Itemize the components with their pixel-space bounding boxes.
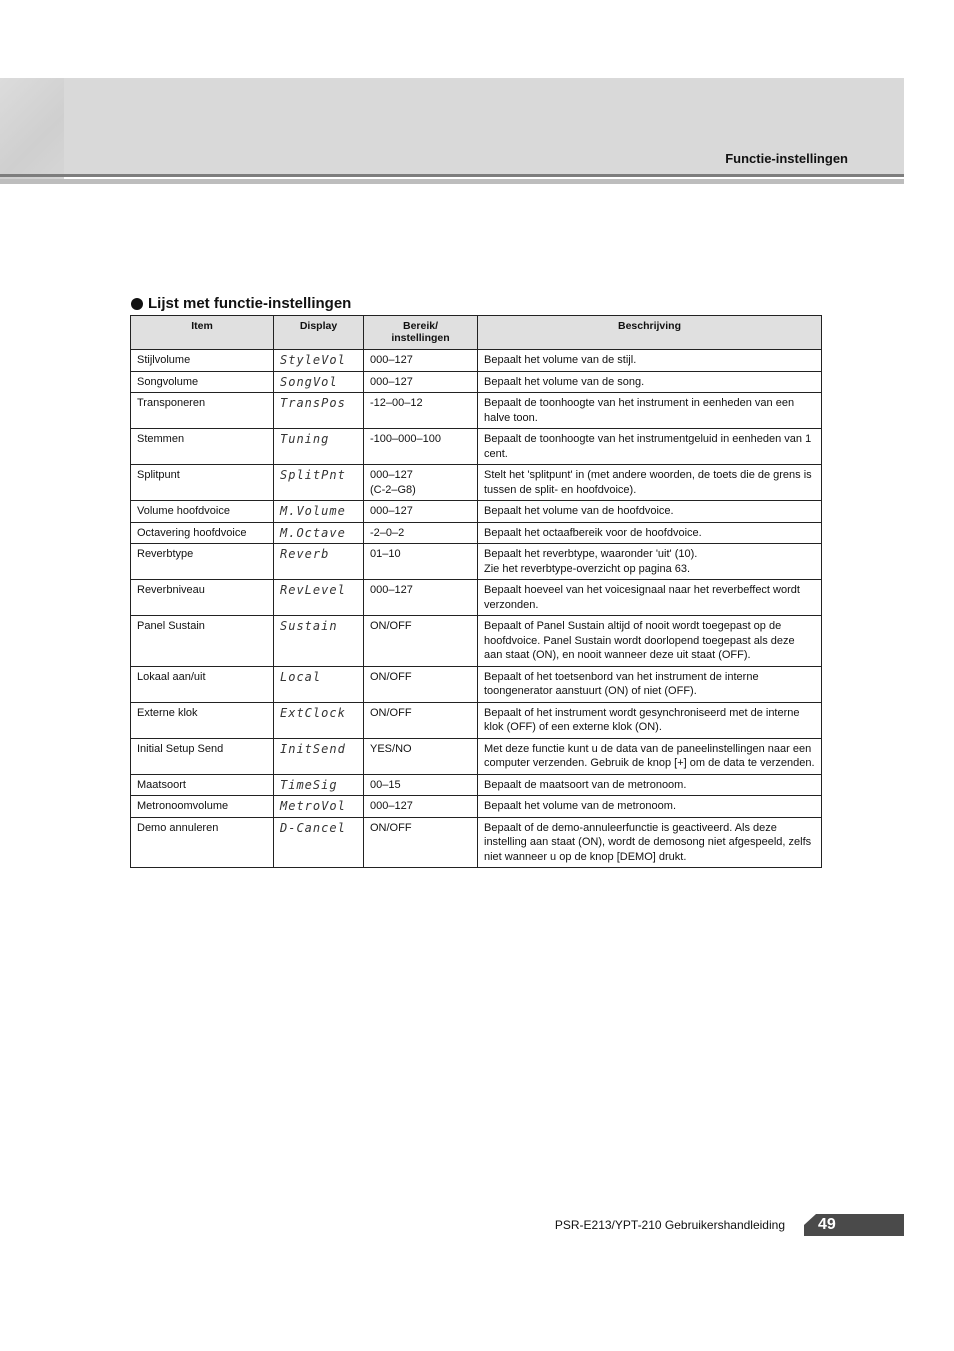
cell-description: Bepaalt het octaafbereik voor de hoofdvoice. <box>478 522 822 544</box>
cell-item: Octavering hoofdvoice <box>131 522 274 544</box>
cell-description: Met deze functie kunt u de data van de paneelinstellingen naar een computer verzenden. Gebruik de knop [+] om de data te verzenden. <box>478 738 822 774</box>
table-header-row <box>131 316 822 350</box>
cell-display: TransPos <box>274 393 364 429</box>
cell-display: Local <box>274 666 364 702</box>
cell-range <box>364 465 478 501</box>
cell-display: ExtClock <box>274 702 364 738</box>
cell-display: MetroVol <box>274 796 364 818</box>
cell-item: Stijlvolume <box>131 350 274 372</box>
cell-range-line2: (C-2–G8) <box>370 483 416 496</box>
cell-item: Reverbniveau <box>131 580 274 616</box>
header-range <box>364 316 478 350</box>
cell-range: ON/OFF <box>364 616 478 667</box>
cell-display: Reverb <box>274 544 364 580</box>
cell-description: Bepaalt of het instrument wordt gesynchroniseerd met de interne klok (OFF) of een externe klok (ON). <box>478 702 822 738</box>
cell-range: 000–127 <box>364 796 478 818</box>
cell-display: InitSend <box>274 738 364 774</box>
cell-description <box>478 544 822 580</box>
cell-display: SplitPnt <box>274 465 364 501</box>
cell-range: ON/OFF <box>364 817 478 868</box>
cell-item: Transponeren <box>131 393 274 429</box>
cell-description: Bepaalt hoeveel van het voicesignaal naar het reverbeffect wordt verzonden. <box>478 580 822 616</box>
cell-description-line1: Bepaalt het reverbtype, waaronder 'uit' (10). <box>484 548 698 560</box>
cell-range: -2–0–2 <box>364 522 478 544</box>
page-number: 49 <box>818 1216 836 1233</box>
table-row <box>131 580 822 616</box>
header-band <box>0 78 904 174</box>
cell-range: 00–15 <box>364 774 478 796</box>
table-row <box>131 522 822 544</box>
running-header-title: Functie-instellingen <box>725 151 848 166</box>
table-row <box>131 666 822 702</box>
cell-range: YES/NO <box>364 738 478 774</box>
table-row <box>131 796 822 818</box>
cell-display: TimeSig <box>274 774 364 796</box>
cell-item: Lokaal aan/uit <box>131 666 274 702</box>
cell-item: Initial Setup Send <box>131 738 274 774</box>
table-row <box>131 393 822 429</box>
table-row <box>131 817 822 868</box>
header-range-line1: Bereik/ <box>402 320 439 332</box>
cell-range: 000–127 <box>364 501 478 523</box>
cell-display: D-Cancel <box>274 817 364 868</box>
cell-display: SongVol <box>274 371 364 393</box>
header-item: Item <box>131 316 274 350</box>
table-row <box>131 501 822 523</box>
cell-description: Bepaalt het volume van de stijl. <box>478 350 822 372</box>
cell-item: Stemmen <box>131 429 274 465</box>
cell-item: Panel Sustain <box>131 616 274 667</box>
cell-range: ON/OFF <box>364 666 478 702</box>
cell-range: -12–00–12 <box>364 393 478 429</box>
section-title-text: Lijst met functie-instellingen <box>148 295 352 312</box>
section-heading <box>131 295 351 312</box>
cell-description: Bepaalt of de demo-annuleerfunctie is geactiveerd. Als deze instelling aan staat (ON), wordt de demosong niet afgespeeld, zelfs niet wanneer u op de knop [DEMO] drukt. <box>478 817 822 868</box>
cell-item: Songvolume <box>131 371 274 393</box>
cell-description: Bepaalt of Panel Sustain altijd of nooit wordt toegepast op de hoofdvoice. Panel Sustain wordt doorlopend toegepast als deze aan staat (ON), en nooit wanneer deze uit staat (OFF). <box>478 616 822 667</box>
cell-description-line2: Zie het reverbtype-overzicht op pagina 63. <box>484 562 691 575</box>
cell-item: Volume hoofdvoice <box>131 501 274 523</box>
cell-description: Bepaalt of het toetsenbord van het instrument de interne toongenerator aanstuurt (ON) of niet (OFF). <box>478 666 822 702</box>
function-settings-table <box>130 315 822 868</box>
cell-display: M.Volume <box>274 501 364 523</box>
cell-item: Demo annuleren <box>131 817 274 868</box>
cell-description: Bepaalt de toonhoogte van het instrumentgeluid in eenheden van 1 cent. <box>478 429 822 465</box>
table-row <box>131 616 822 667</box>
cell-display: Sustain <box>274 616 364 667</box>
cell-display: RevLevel <box>274 580 364 616</box>
header-rule-dark <box>0 174 904 177</box>
footer-manual-title: PSR-E213/YPT-210 Gebruikershandleiding <box>554 1218 785 1232</box>
header-left-tab <box>0 78 64 182</box>
cell-description: Bepaalt de maatsoort van de metronoom. <box>478 774 822 796</box>
table-row <box>131 774 822 796</box>
table-row <box>131 429 822 465</box>
cell-description: Bepaalt de toonhoogte van het instrument in eenheden van een halve toon. <box>478 393 822 429</box>
header-description: Beschrijving <box>478 316 822 350</box>
table-row <box>131 371 822 393</box>
cell-item: Metronoomvolume <box>131 796 274 818</box>
cell-display: M.Octave <box>274 522 364 544</box>
header-display: Display <box>274 316 364 350</box>
cell-range: 000–127 <box>364 371 478 393</box>
cell-item: Externe klok <box>131 702 274 738</box>
cell-display: StyleVol <box>274 350 364 372</box>
cell-description: Bepaalt het volume van de hoofdvoice. <box>478 501 822 523</box>
cell-description: Stelt het 'splitpunt' in (met andere woorden, de toets die de grens is tussen de split- en hoofdvoice). <box>478 465 822 501</box>
bullet-icon <box>131 298 143 310</box>
cell-range: 000–127 <box>364 580 478 616</box>
cell-item: Splitpunt <box>131 465 274 501</box>
cell-item: Maatsoort <box>131 774 274 796</box>
table-row <box>131 738 822 774</box>
cell-range: 01–10 <box>364 544 478 580</box>
table-row <box>131 544 822 580</box>
cell-range: ON/OFF <box>364 702 478 738</box>
cell-range: 000–127 <box>364 350 478 372</box>
cell-item: Reverbtype <box>131 544 274 580</box>
cell-description: Bepaalt het volume van de metronoom. <box>478 796 822 818</box>
header-rule-light <box>0 179 904 184</box>
table-row <box>131 350 822 372</box>
table-row <box>131 702 822 738</box>
header-range-line2: instellingen <box>391 332 450 344</box>
cell-display: Tuning <box>274 429 364 465</box>
cell-range-line1: 000–127 <box>370 469 413 481</box>
table-row <box>131 465 822 501</box>
cell-range: -100–000–100 <box>364 429 478 465</box>
cell-description: Bepaalt het volume van de song. <box>478 371 822 393</box>
